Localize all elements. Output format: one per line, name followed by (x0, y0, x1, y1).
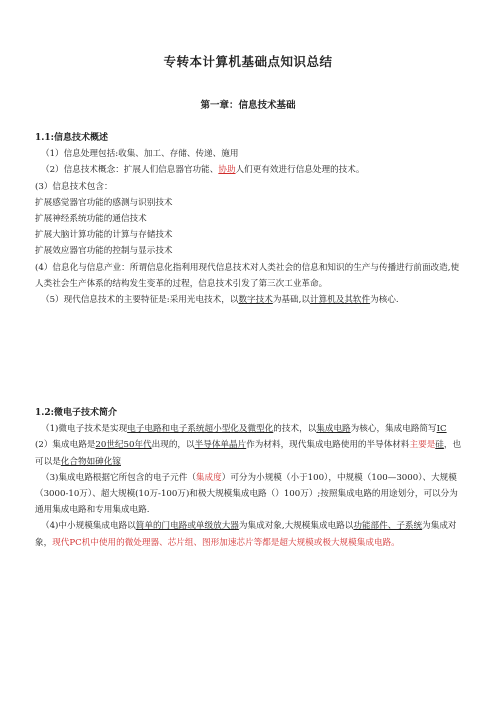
highlight-text: 集成度 (195, 472, 222, 483)
underlined-text: 功能部件、子系统 (353, 521, 423, 532)
list-item: 扩展效应器官功能的控制与显示技术 (35, 246, 173, 257)
document-title: 专转本计算机基础点知识总结 (163, 54, 333, 69)
underlined-text: 20世纪50年代 (95, 440, 152, 451)
paragraph: (4）信息化与信息产业：所谓信息化指利用现代信息技术对人类社会的信息和知识的生产与传播进行前面改造,使人类社会生产体系的结构发生变革的过程，信息技术引发了第三次工业革命。 (35, 262, 460, 289)
paragraph: （1）信息处理包括:收集、加工、存储、传递、施用 (41, 149, 239, 160)
list-item: 扩展神经系统功能的通信技术 (35, 214, 147, 225)
underlined-text: 半导体单晶片 (194, 440, 247, 451)
paragraph: （2）信息技术概念：扩展人们信息器官功能、协助人们更有效进行信息处理的技术。 (41, 165, 365, 176)
list-item: 扩展大脑计算功能的计算与存储技术 (35, 230, 173, 241)
underlined-text: 电子电路和电子系统超小型化及微型化 (127, 424, 274, 435)
underlined-text: 化合物如砷化镓 (60, 456, 121, 467)
highlight-text: 主要是 (409, 440, 436, 451)
paragraph: （3)集成电路根据它所包含的电子元件（集成度）可分为小规模（小于100），中规模（100—3000）、大规模（3000-10万）、超大规模(10万-100万)和极大规模集成电路（）100万）;按照集成电路的用途划分，可以分为通用集成电路和专用集成电路. (35, 472, 458, 516)
highlight-text: 现代PC机中使用的微处理器、芯片组、图形加速芯片等都是超大规模或极大规模集成电路。 (52, 537, 400, 548)
paragraph: （5）现代信息技术的主要特征是:采用光电技术，以数字技术为基础,以计算机及其软件为核心. (41, 295, 399, 306)
underlined-text: 数字技术 (238, 295, 273, 306)
section-1-2 (35, 405, 465, 551)
section-heading: 1.1:信息技术概述 (35, 133, 108, 143)
underlined-text: 计算机及其软件 (309, 295, 371, 306)
underlined-text: 集成电路 (316, 424, 351, 435)
chapter-heading: 第一章：信息技术基础 (200, 100, 296, 111)
paragraph: (2）集成电路是20世纪50年代出现的，以半导体单晶片作为材料，现代集成电路使用的半导体材料主要是硅，也可以是化合物如砷化镓 (35, 440, 462, 467)
paragraph: (3）信息技术包含： (35, 181, 113, 192)
section-heading: 1.2:微电子技术简介 (35, 408, 117, 418)
underlined-text: 简单的门电路或单级放大器 (135, 521, 239, 532)
list-item: 扩展感觉器官功能的感测与识别技术 (35, 197, 173, 208)
highlight-text: 协助 (218, 165, 236, 176)
paragraph: （4)中小规模集成电路以简单的门电路或单级放大器为集成对象,大规模集成电路以功能部件、子系统为集成对象，现代PC机中使用的微处理器、芯片组、图形加速芯片等都是超大规模或极大规模集成电路。 (35, 521, 457, 548)
section-1-1 (35, 130, 465, 308)
underlined-text: IC (436, 424, 447, 435)
underlined-text: 硅 (435, 440, 444, 451)
paragraph: （1)微电子技术是实现电子电路和电子系统超小型化及微型化的技术，以集成电路为核心，集成电路简写IC (41, 424, 447, 435)
